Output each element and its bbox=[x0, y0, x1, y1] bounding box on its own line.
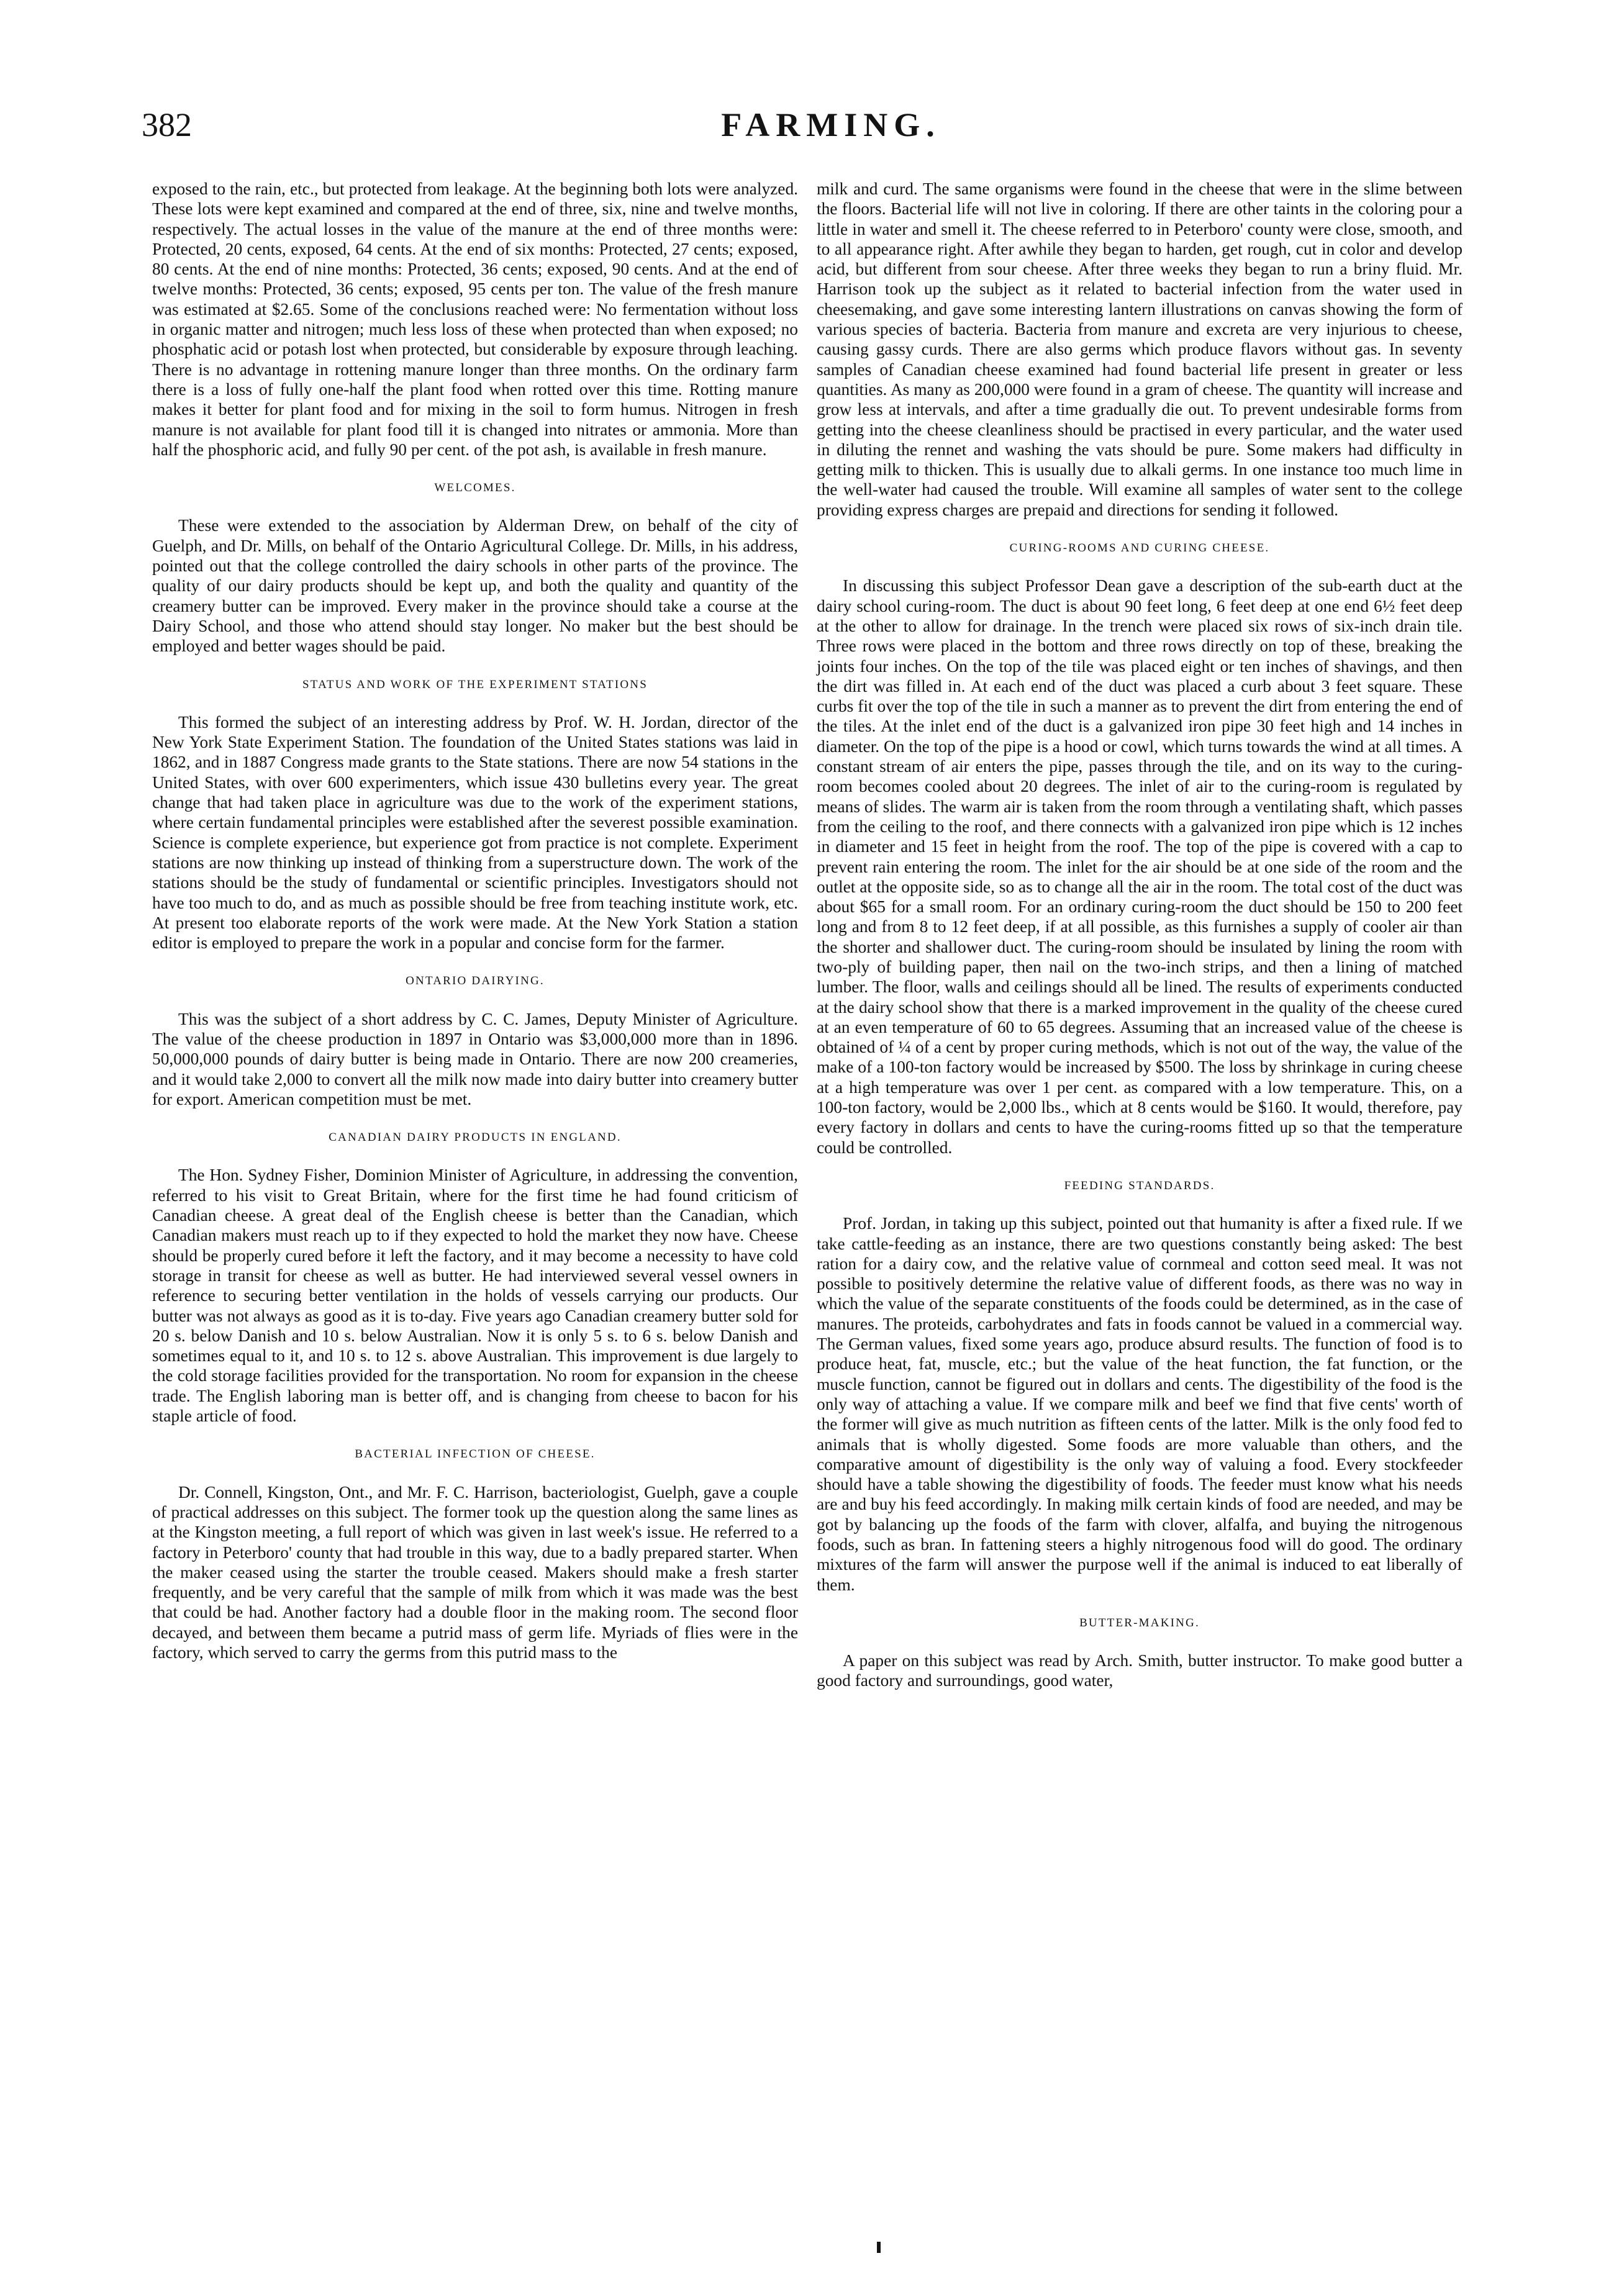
page-number: 382 bbox=[142, 106, 192, 143]
paragraph-manure-continued: exposed to the rain, etc., but protected from leakage. At the beginning both lots were analyzed. These lots were kept examined and compared at the end of three, six, nine and twelve months, respectively. The actual losses in the value of the manure at the end of three months were: Protected, 20 cents, exposed, 64 cents. At the end of six months: Protected, 27 cents; exposed, 80 cents. At the end of nine months: Protected, 36 cents; exposed, 90 cents. And at the end of twelve months: Protected, 36 cents; exposed, 95 cents per ton. The value of the fresh manure was estimated at $2.65. Some of the conclusions reached were: No fermentation without loss in organic matter and nitrogen; much less loss of these when protected than when exposed; no phosphatic acid or potash lost when protected, but considerable by exposure through leaching. There is no advantage in rottening manure longer than three months. On the ordinary farm there is a loss of fully one-half the plant food when rotted over this time. Rotting manure makes it better for plant food and for mixing in the soil to form humus. Nitrogen in fresh manure is not available for plant food till it is changed into nitrates or ammonia. More than half the phosphoric acid, and fully 90 per cent. of the pot ash, is available in fresh manure. bbox=[152, 179, 798, 459]
paragraph-feeding-standards: Prof. Jordan, in taking up this subject, pointed out that humanity is after a fixed rule. If we take cattle-feeding as an instance, there are two questions constantly being asked: The best ration for a dairy cow, and the relative value of cornmeal and cotton seed meal. It was not possible to positively determine the relative value of different foods, as there was no way in which the value of the separate constituents of the foods could be determined, as in the case of manures. The proteids, carbohydrates and fats in foods cannot be valued in a commercial way. The German values, fixed some years ago, produce absurd results. The function of food is to produce heat, fat, muscle, etc.; but the value of the heat function, the fat function, or the muscle function, cannot be figured out in dollars and cents. The digestibility of the food is the only way of attaching a value. If we compare milk and beef we find that five cents' worth of the former will give as much nutrition as fifteen cents of the latter. Milk is the only food fed to animals that is wholly digested. Some foods are more valuable than others, and the comparative amount of digestibility is the only way of valuing a food. Every stockfeeder should have a table showing the digestibility of foods. The feeder must know what his needs are and buy his feed accordingly. In making milk certain kinds of food are needed, and may be got by balancing up the foods of the farm with clover, alfalfa, and buying the nitrogenous foods, such as bran. In fattening steers a highly nitrogenous food will do good. The ordinary mixtures of the farm will answer the purpose well if the animal is induced to eat liberally of them. bbox=[817, 1214, 1463, 1594]
heading-bacterial-infection: BACTERIAL INFECTION OF CHEESE. bbox=[355, 1448, 596, 1461]
paragraph-butter-making: A paper on this subject was read by Arch. Smith, butter instructor. To make good butter a good factory and surroundings, good water, bbox=[817, 1651, 1463, 1690]
heading-ontario-dairying: ONTARIO DAIRYING. bbox=[406, 974, 545, 988]
heading-butter-making: BUTTER-MAKING. bbox=[1079, 1616, 1200, 1629]
heading-curing-rooms: CURING-ROOMS AND CURING CHEESE. bbox=[1009, 541, 1270, 555]
paragraph-experiment-stations: This formed the subject of an interesting address by Prof. W. H. Jordan, director of the New York State Experiment Station. The foundation of the United States stations was laid in 1862, and in 1887 Congress made grants to the State stations. There are now 54 stations in the United States, with over 600 experimenters, which issue 430 bulletins every year. The great change that had taken place in agriculture was due to the work of the experiment stations, where certain fundamental principles were established after the severest possible examination. Science is complete experience, but experience got from practice is not complete. Experiment stations are now thinking up instead of thinking from a superstructure down. The work of the stations should be the study of fundamental or scientific principles. Investigators should not have too much to do, and as much as possible should be free from teaching institute work, etc. At present too elaborate reports of the work were made. At the New York Station a station editor is employed to prepare the work in a popular and concise form for the farmer. bbox=[152, 712, 798, 953]
right-column bbox=[817, 179, 1463, 1691]
paragraph-bacterial-infection: Dr. Connell, Kingston, Ont., and Mr. F. C. Harrison, bacteriologist, Guelph, gave a couple of practical addresses on this subject. The former took up the question along the same lines as at the Kingston meeting, a full report of which was given in last week's issue. He referred to a factory in Peterboro' county that had trouble in this way, due to a badly prepared starter. When the maker ceased using the starter the trouble ceased. Makers should make a fresh starter frequently, and be very careful that the sample of milk from which it was made was the best that could be had. Another factory had a double floor in the making room. The second floor decayed, and between them became a putrid mass of germ life. Myriads of flies were in the factory, which served to carry the germs from this putrid mass to the bbox=[152, 1482, 798, 1662]
paragraph-welcomes: These were extended to the association by Alderman Drew, on behalf of the city of Guelph, and Dr. Mills, on behalf of the Ontario Agricultural College. Dr. Mills, in his address, pointed out that the college controlled the dairy schools in other parts of the province. The quality of our dairy products should be kept up, and both the quality and quantity of the creamery butter can be improved. Every maker in the province should take a course at the Dairy School, and those who attend should stay longer. No maker but the best should be employed and better wages should be paid. bbox=[152, 516, 798, 656]
heading-feeding-standards: FEEDING STANDARDS. bbox=[1064, 1179, 1215, 1192]
paragraph-canadian-dairy-products: The Hon. Sydney Fisher, Dominion Minister of Agriculture, in addressing the convention, referred to his visit to Great Britain, where for the first time he had found criticism of Canadian cheese. A great deal of the English cheese is better than the Canadian, which Canadian makers must reach up to if they expected to hold the market they now have. Cheese should be properly cured before it left the factory, and it may become a necessity to have cold storage in transit for cheese as well as butter. He had interviewed several vessel owners in reference to securing better ventilation in the holds of vessels carrying our products. Our butter was not always as good as it is to-day. Five years ago Canadian creamery butter sold for 20 s. below Danish and 10 s. below Australian. Now it is only 5 s. to 6 s. below Danish and sometimes equal to it, and 10 s. to 12 s. above Australian. This improvement is due largely to the cold storage facilities provided for the transportation. No room for expansion in the cheese trade. The English laboring man is better off, and is changing from cheese to bacon for his staple article of food. bbox=[152, 1166, 798, 1426]
running-title: FARMING. bbox=[721, 106, 941, 143]
page-header bbox=[142, 106, 1520, 155]
paragraph-ontario-dairying: This was the subject of a short address by C. C. James, Deputy Minister of Agriculture. The value of the cheese production in 1897 in Ontario was $3,000,000 more than in 1896. 50,000,000 pounds of dairy butter is being made in Ontario. There are now 200 creameries, and it would take 2,000 to convert all the milk now made into dairy butter into creamery butter for export. American competition must be met. bbox=[152, 1009, 798, 1108]
paragraph-curing-rooms: In discussing this subject Professor Dean gave a description of the sub-earth duct at the dairy school curing-room. The duct is about 90 feet long, 6 feet deep at one end 6½ feet deep at the other to allow for drainage. In the trench were placed six rows of six-inch drain tile. Three rows were placed in the bottom and three rows directly on top of these, breaking the joints four inches. On the top of the tile was placed eight or ten inches of shavings, and then the dirt was filled in. At each end of the duct was placed a curb about 3 feet square. These curbs fit over the top of the tile in such a manner as to prevent the dirt from entering the end of the tiles. At the inlet end of the duct is a galvanized iron pipe 30 feet high and 14 inches in diameter. On the top of the pipe is a hood or cowl, which turns towards the wind at all times. A constant stream of air enters the pipe, passes through the tile, and on its way to the curing-room becomes cooled about 20 degrees. The inlet of air to the curing-room is regulated by means of slides. The warm air is taken from the room through a ventilating shaft, which passes from the ceiling to the roof, and there connects with a galvanized iron pipe which is 12 inches in diameter and 15 feet in height from the roof. The top of the pipe is covered with a cap to prevent rain entering the room. The inlet for the air should be at one side of the room and the outlet at the opposite side, so as to change all the air in the room. The total cost of the duct was about $65 for a small room. For an ordinary curing-room the duct should be 150 to 200 feet long and from 8 to 12 feet deep, if at all possible, as this furnishes a supply of cooler air than the shorter and shallower duct. The curing-room should be insulated by lining the room with two-ply of building paper, then nail on the two-inch strips, and then a lining of matched lumber. The floor, walls and ceilings should all be lined. The results of experiments conducted at the dairy school show that there is a marked improvement in the quality of the cheese cured at an even temperature of 60 to 65 degrees. Assuming that an increased value of the cheese is obtained of ¼ of a cent by proper curing methods, which is not out of the way, the value of the make of a 100-ton factory would be increased by $500. The loss by shrinkage in curing cheese at a high temperature was over 1 per cent. as compared with a low temperature. This, on a 100-ton factory, would be 2,000 lbs., which at 8 cents would be $160. It would, therefore, pay every factory in dollars and cents to have the curing-rooms fitted up so that the temperature could be controlled. bbox=[817, 576, 1463, 1157]
left-column bbox=[152, 179, 798, 1662]
footer-mark bbox=[877, 2242, 881, 2253]
heading-experiment-stations: STATUS AND WORK OF THE EXPERIMENT STATIONS bbox=[302, 677, 648, 691]
paragraph-bacterial-continued: milk and curd. The same organisms were found in the cheese that were in the slime between the floors. Bacterial life will not live in coloring. If there are other taints in the coloring pour a little in water and smell it. The cheese referred to in Peterboro' county were close, smooth, and to all appearance right. After awhile they began to harden, get rough, cut in color and develop acid, but different from sour cheese. After three weeks they began to run a briny fluid. Mr. Harrison took up the subject as it related to bacterial infection from the water used in cheesemaking, and gave some interesting lantern illustrations on canvas showing the form of various species of bacteria. Bacteria from manure and excreta are very injurious to cheese, causing gassy curds. There are also germs which produce flavors without gas. In seventy samples of Canadian cheese examined had found bacterial life present in greater or less quantities. As many as 200,000 were found in a gram of cheese. The quantity will increase and grow less at intervals, and after a time gradually die out. To prevent undesirable forms from getting into the cheese cleanliness should be practised in every particular, and the water used in diluting the rennet and washing the vats should be pure. Some makers had difficulty in getting milk to thicken. This is usually due to alkali germs. In one instance too much lime in the well-water had caused the trouble. Will examine all samples of water sent to the college providing express charges are prepaid and directions for sending it followed. bbox=[817, 179, 1463, 519]
heading-welcomes: WELCOMES. bbox=[434, 481, 516, 495]
heading-canadian-dairy-products: CANADIAN DAIRY PRODUCTS IN ENGLAND. bbox=[329, 1131, 622, 1144]
